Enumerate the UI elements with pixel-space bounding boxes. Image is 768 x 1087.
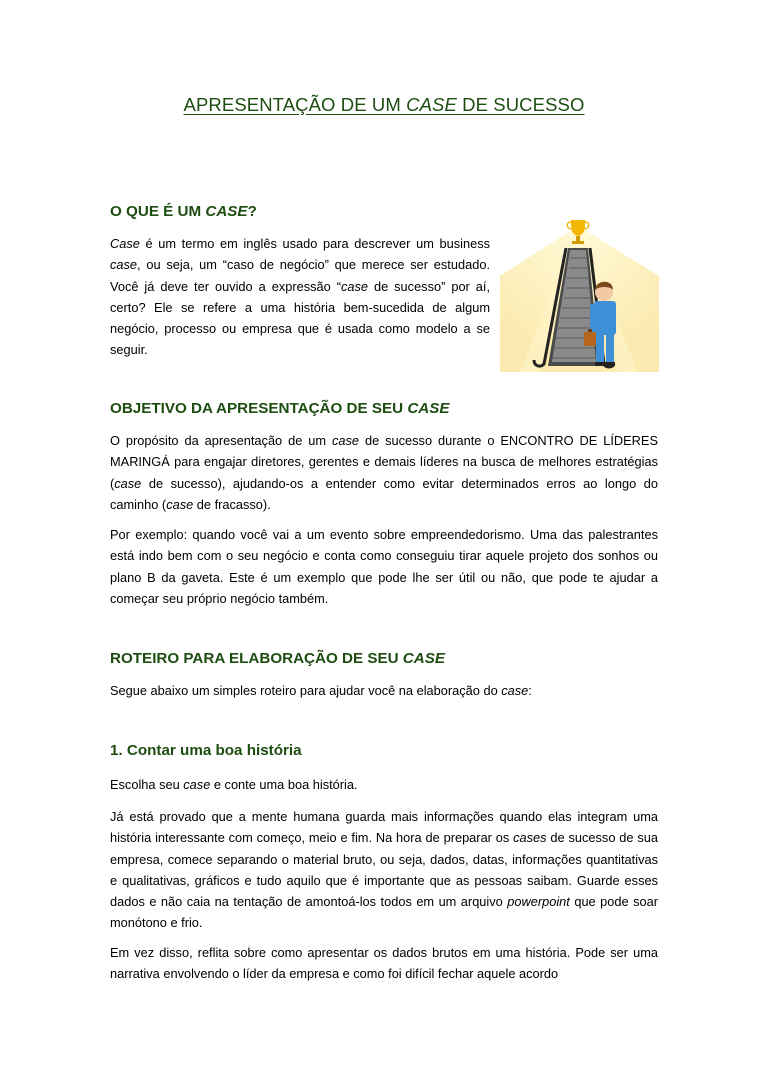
heading-roadmap: ROTEIRO PARA ELABORAÇÃO DE SEU CASE <box>110 650 445 667</box>
paragraph-example: Por exemplo: quando você vai a um evento sobre empreendedorismo. Uma das palestrantes está indo bem com o seu negócio e conta como conseguiu tirar aquele projeto dos sonhos ou plano B da gaveta. Este é um exemplo que pode lhe ser útil ou não, que pode te ajudar a começar seu próprio negócio também. <box>110 527 658 606</box>
paragraph-what-is-case: Case é um termo em inglês usado para descrever um business case, ou seja, um “caso de negócio” que merece ser estudado. Você já deve ter ouvido a expressão “case de sucesso” por aí, certo? Ele se refere a uma história bem-sucedida de algum negócio, processo ou empresa que é usada como modelo a se seguir. <box>110 236 491 358</box>
paragraph-choose-case: Escolha seu case e conte uma boa história. <box>110 777 358 792</box>
escalator-trophy-illustration <box>500 216 659 372</box>
heading-objective: OBJETIVO DA APRESENTAÇÃO DE SEU CASE <box>110 400 450 417</box>
paragraph-roadmap: Segue abaixo um simples roteiro para ajudar você na elaboração do case: <box>110 683 532 698</box>
heading-tell-story: 1. Contar uma boa história <box>110 742 302 759</box>
title-text: APRESENTAÇÃO DE UM <box>183 94 407 115</box>
heading-what-is-case: O QUE É UM CASE? <box>110 203 257 220</box>
paragraph-human-mind: Já está provado que a mente humana guarda mais informações quando elas integram uma história interessante com começo, meio e fim. Na hora de preparar os cases de sucesso de sua empresa, comece separando o material bruto, ou seja, dados, datas, informações quantitativas e qualitativas, gráficos e tudo aquilo que é importante que as pessoas saibam. Guarde esses dados e não caia na tentação de amontoá-los todos em um arquivo powerpoint que pode soar monótono e frio. <box>110 809 658 931</box>
document-title <box>0 94 768 116</box>
paragraph-objective: O propósito da apresentação de um case de sucesso durante o ENCONTRO DE LÍDERES MARINGÁ para engajar diretores, gerentes e demais líderes na busca de melhores estratégias (case de sucesso), ajudando-os a entender como evitar determinados erros ao longo do caminho (case de fracasso). <box>110 433 658 512</box>
paragraph-instead: Em vez disso, reflita sobre como apresentar os dados brutos em uma história. Pode ser uma narrativa envolvendo o líder da empresa e como foi difícil fechar aquele acordo <box>110 945 658 982</box>
title-text-end: DE SUCESSO <box>456 94 585 115</box>
title-italic: CASE <box>406 94 457 115</box>
